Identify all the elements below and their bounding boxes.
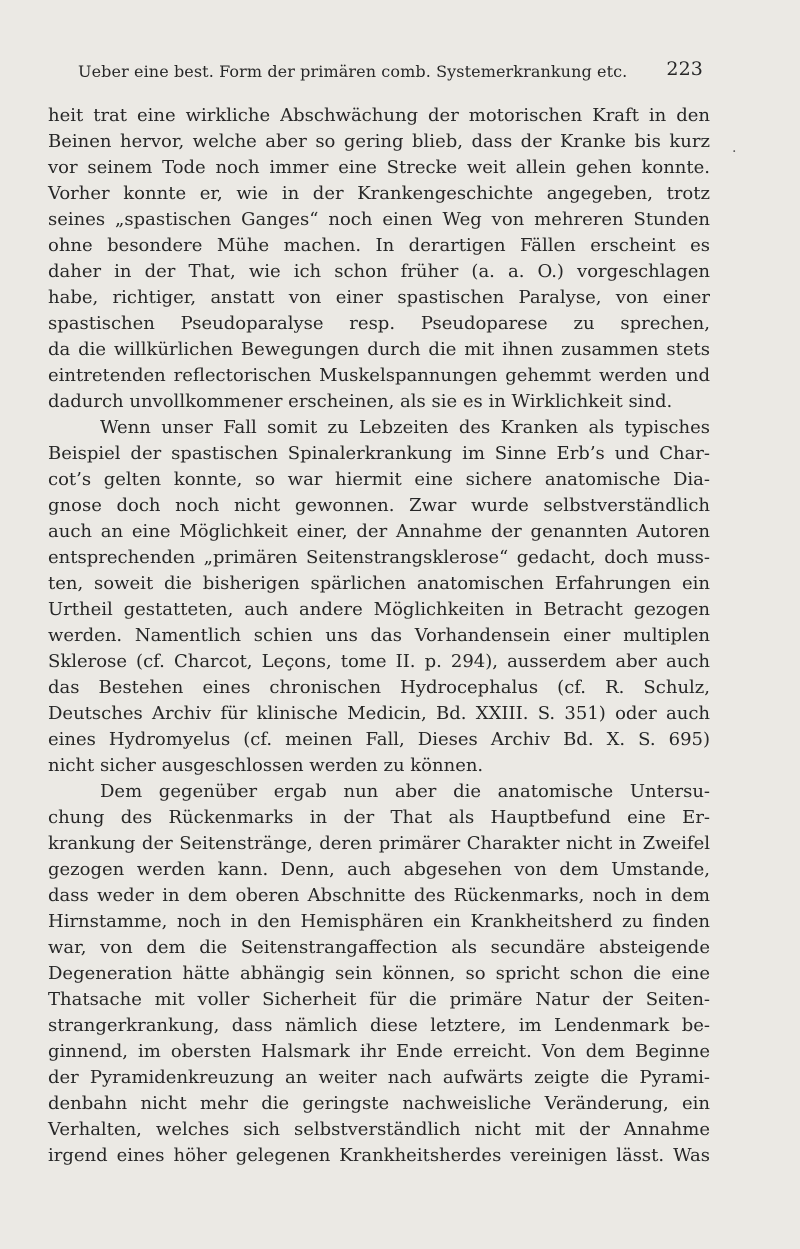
text-line: auch an eine Möglichkeit einer, der Annahme der genannten Autoren <box>48 521 710 542</box>
text-line: eines Hydromyelus (cf. meinen Fall, Dieses Archiv Bd. X. S. 695) <box>48 729 710 750</box>
running-head <box>78 58 703 88</box>
margin-mark: . <box>732 140 737 156</box>
text-line: der Pyramidenkreuzung an weiter nach aufwärts zeigte die Pyrami- <box>48 1067 710 1088</box>
text-line: Urtheil gestatteten, auch andere Möglichkeiten in Betracht gezogen <box>48 599 710 620</box>
text-line: dass weder in dem oberen Abschnitte des Rückenmarks, noch in dem <box>48 885 710 906</box>
text-line: gezogen werden kann. Denn, auch abgesehen von dem Umstande, <box>48 859 710 880</box>
page-number: 223 <box>666 58 703 80</box>
text-line: ten, soweit die bisherigen spärlichen anatomischen Erfahrungen ein <box>48 573 710 594</box>
text-line: war, von dem die Seitenstrangaffection als secundäre absteigende <box>48 937 710 958</box>
text-line: Hirnstamme, noch in den Hemisphären ein Krankheitsherd zu finden <box>48 911 710 932</box>
text-line: werden. Namentlich schien uns das Vorhandensein einer multiplen <box>48 625 710 646</box>
body-text <box>48 103 710 1169</box>
text-line: ginnend, im obersten Halsmark ihr Ende erreicht. Von dem Beginne <box>48 1041 710 1062</box>
text-line: heit trat eine wirkliche Abschwächung der motorischen Kraft in den <box>48 105 710 126</box>
text-line: vor seinem Tode noch immer eine Strecke weit allein gehen konnte. <box>48 157 710 178</box>
text-line: habe, richtiger, anstatt von einer spastischen Paralyse, von einer <box>48 287 710 308</box>
text-line: krankung der Seitenstränge, deren primärer Charakter nicht in Zweifel <box>48 833 710 854</box>
text-line: chung des Rückenmarks in der That als Hauptbefund eine Er- <box>48 807 710 828</box>
text-line: Sklerose (cf. Charcot, Leçons, tome II. p. 294), ausserdem aber auch <box>48 651 710 672</box>
text-line: gnose doch noch nicht gewonnen. Zwar wurde selbstverständlich <box>48 495 710 516</box>
running-title: Ueber eine best. Form der primären comb. Systemerkrankung etc. <box>78 62 628 81</box>
text-line: seines „spastischen Ganges“ noch einen Weg von mehreren Stunden <box>48 209 710 230</box>
text-line: Deutsches Archiv für klinische Medicin, Bd. XXIII. S. 351) oder auch <box>48 703 710 724</box>
text-line: Beispiel der spastischen Spinalerkrankung im Sinne Erb’s und Char- <box>48 443 710 464</box>
text-line: nicht sicher ausgeschlossen werden zu können. <box>48 755 484 776</box>
text-line: das Bestehen eines chronischen Hydrocephalus (cf. R. Schulz, <box>48 677 710 698</box>
text-line: Dem gegenüber ergab nun aber die anatomische Untersu- <box>100 781 710 802</box>
text-line: daher in der That, wie ich schon früher (a. a. O.) vorgeschlagen <box>48 261 710 282</box>
text-line: Thatsache mit voller Sicherheit für die primäre Natur der Seiten- <box>48 989 710 1010</box>
text-line: Wenn unser Fall somit zu Lebzeiten des Kranken als typisches <box>100 417 710 438</box>
text-line: eintretenden reflectorischen Muskelspannungen gehemmt werden und <box>48 365 710 386</box>
text-line: ohne besondere Mühe machen. In derartigen Fällen erscheint es <box>48 235 710 256</box>
text-line: Verhalten, welches sich selbstverständlich nicht mit der Annahme <box>48 1119 710 1140</box>
text-line: irgend eines höher gelegenen Krankheitsherdes vereinigen lässt. Was <box>48 1145 710 1166</box>
text-line: Degeneration hätte abhängig sein können, so spricht schon die eine <box>48 963 710 984</box>
text-line: strangerkrankung, dass nämlich diese letztere, im Lendenmark be- <box>48 1015 710 1036</box>
text-line: da die willkürlichen Bewegungen durch die mit ihnen zusammen stets <box>48 339 710 360</box>
text-line: Vorher konnte er, wie in der Krankengeschichte angegeben, trotz <box>48 183 710 204</box>
text-line: entsprechenden „primären Seitenstrangsklerose“ gedacht, doch muss- <box>48 547 710 568</box>
text-line: cot’s gelten konnte, so war hiermit eine sichere anatomische Dia- <box>48 469 710 490</box>
text-line: dadurch unvollkommener erscheinen, als sie es in Wirklichkeit sind. <box>48 391 673 412</box>
text-line: denbahn nicht mehr die geringste nachweisliche Veränderung, ein <box>48 1093 710 1114</box>
text-line: spastischen Pseudoparalyse resp. Pseudoparese zu sprechen, <box>48 313 710 334</box>
text-line: Beinen hervor, welche aber so gering blieb, dass der Kranke bis kurz <box>48 131 710 152</box>
